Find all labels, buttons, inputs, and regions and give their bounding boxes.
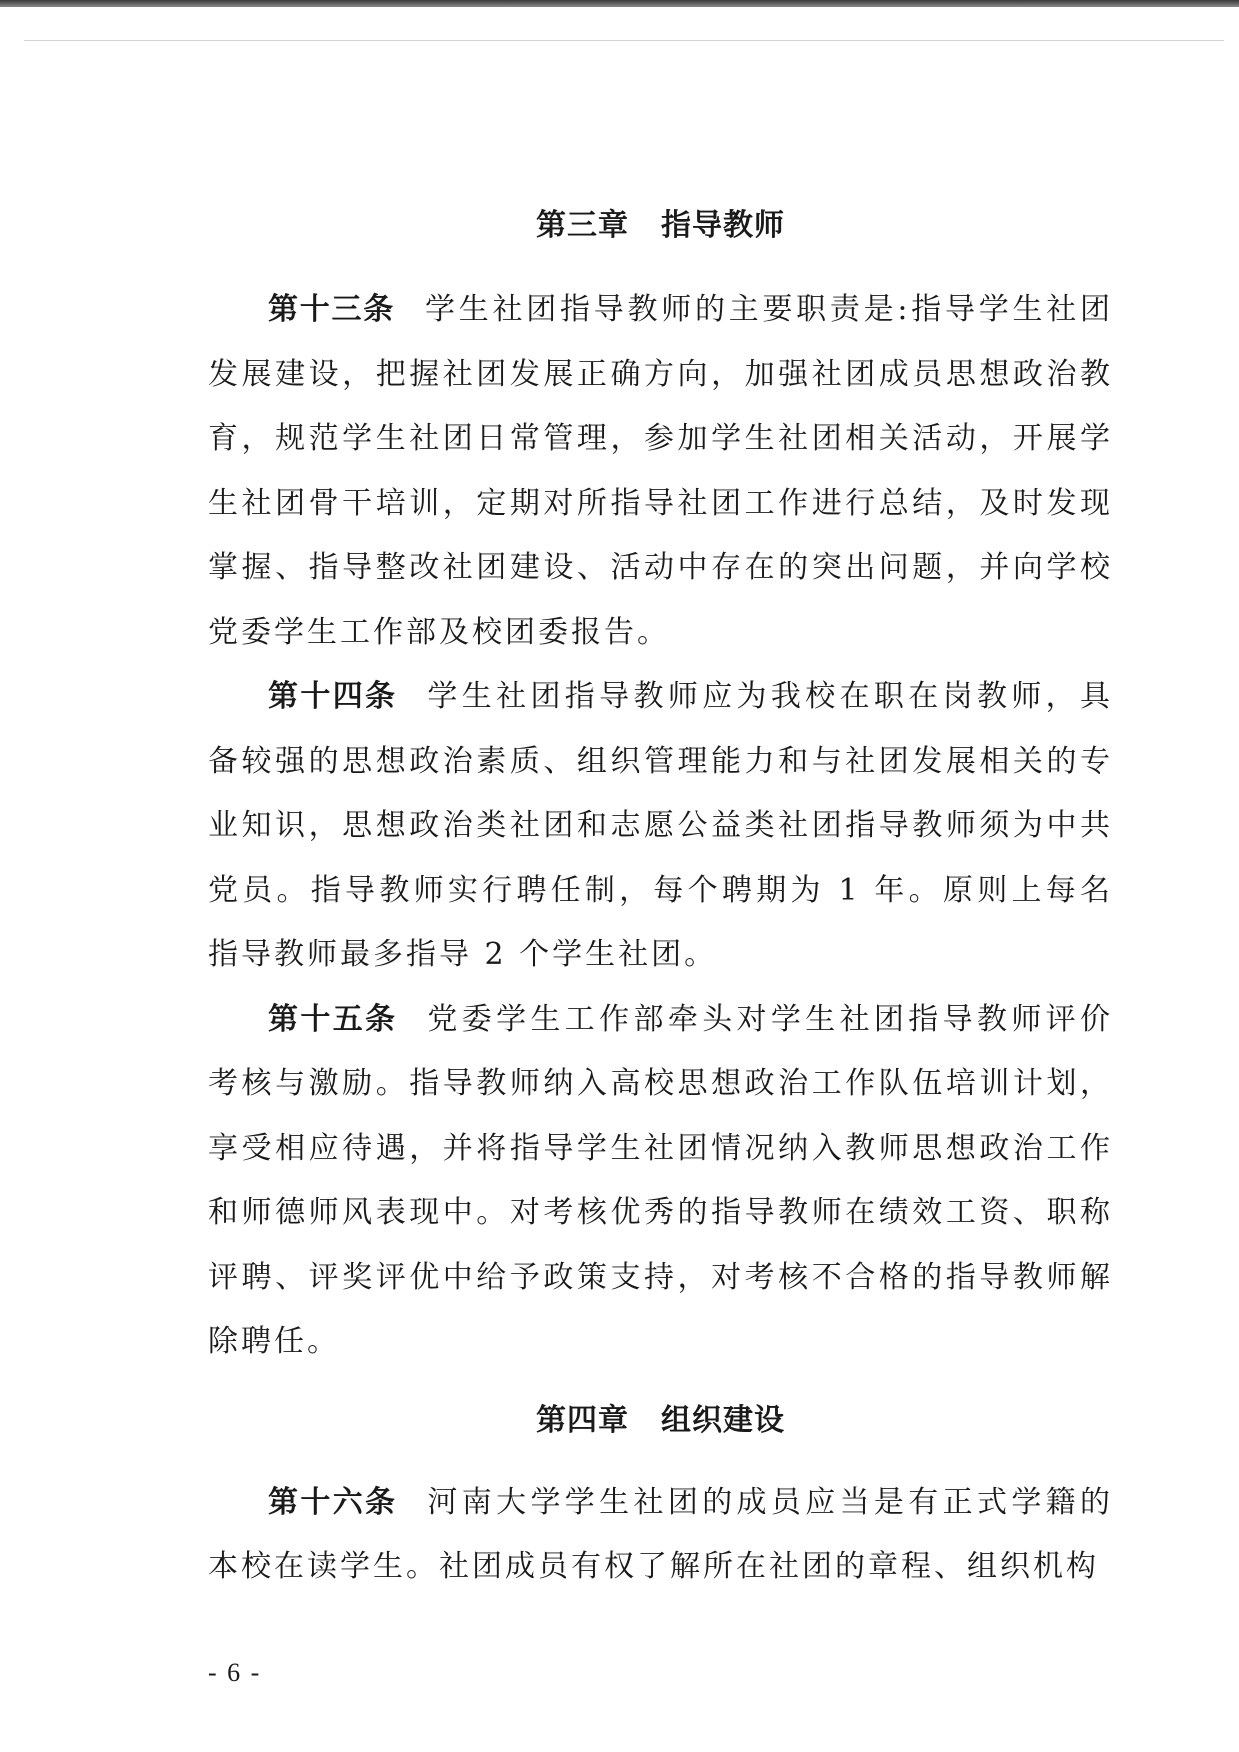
chapter-number: 第四章 bbox=[536, 1402, 629, 1438]
chapter-name: 组织建设 bbox=[661, 1402, 785, 1438]
article-13 bbox=[208, 278, 1113, 665]
chapter-number: 第三章 bbox=[536, 208, 629, 243]
article-15 bbox=[208, 988, 1113, 1375]
article-text: 学生社团指导教师的主要职责是:指导学生社团发展建设，把握社团发展正确方向，加强社团成员思想政治教育，规范学生社团日常管理，参加学生社团相关活动，开展学生社团骨干培训，定期对所指导社团工作进行总结，及时发现掌握、指导整改社团建设、活动中存在的突出问题，并向学校党委学生工作部及校团委报告。 bbox=[208, 292, 1114, 650]
article-label: 第十五条 bbox=[268, 1001, 398, 1037]
article-14 bbox=[208, 665, 1113, 988]
page-number: - 6 - bbox=[208, 1658, 262, 1687]
scan-rule-line bbox=[24, 40, 1224, 41]
article-label: 第十四条 bbox=[268, 679, 398, 714]
article-text: 河南大学学生社团的成员应当是有正式学籍的本校在读学生。社团成员有权了解所在社团的章程、组织机构 bbox=[208, 1484, 1114, 1584]
chapter-title-4 bbox=[208, 1397, 1113, 1445]
chapter-title-3 bbox=[208, 202, 1113, 250]
article-text: 党委学生工作部牵头对学生社团指导教师评价考核与激励。指导教师纳入高校思想政治工作队伍培训计划，享受相应待遇，并将指导学生社团情况纳入教师思想政治工作和师德师风表现中。对考核优秀的指导教师在绩效工资、职称评聘、评奖评优中给予政策支持，对考核不合格的指导教师解除聘任。 bbox=[208, 1001, 1114, 1359]
chapter-name: 指导教师 bbox=[661, 208, 785, 243]
article-label: 第十六条 bbox=[268, 1484, 398, 1520]
article-16 bbox=[208, 1471, 1113, 1600]
article-text: 学生社团指导教师应为我校在职在岗教师，具备较强的思想政治素质、组织管理能力和与社团发展相关的专业知识，思想政治类社团和志愿公益类社团指导教师须为中共党员。指导教师实行聘任制，每个聘期为 1 年。原则上每名指导教师最多指导 2 个学生社团。 bbox=[208, 679, 1114, 972]
scan-top-edge bbox=[0, 0, 1239, 7]
article-label: 第十三条 bbox=[268, 292, 395, 327]
document-page bbox=[208, 190, 1113, 1600]
